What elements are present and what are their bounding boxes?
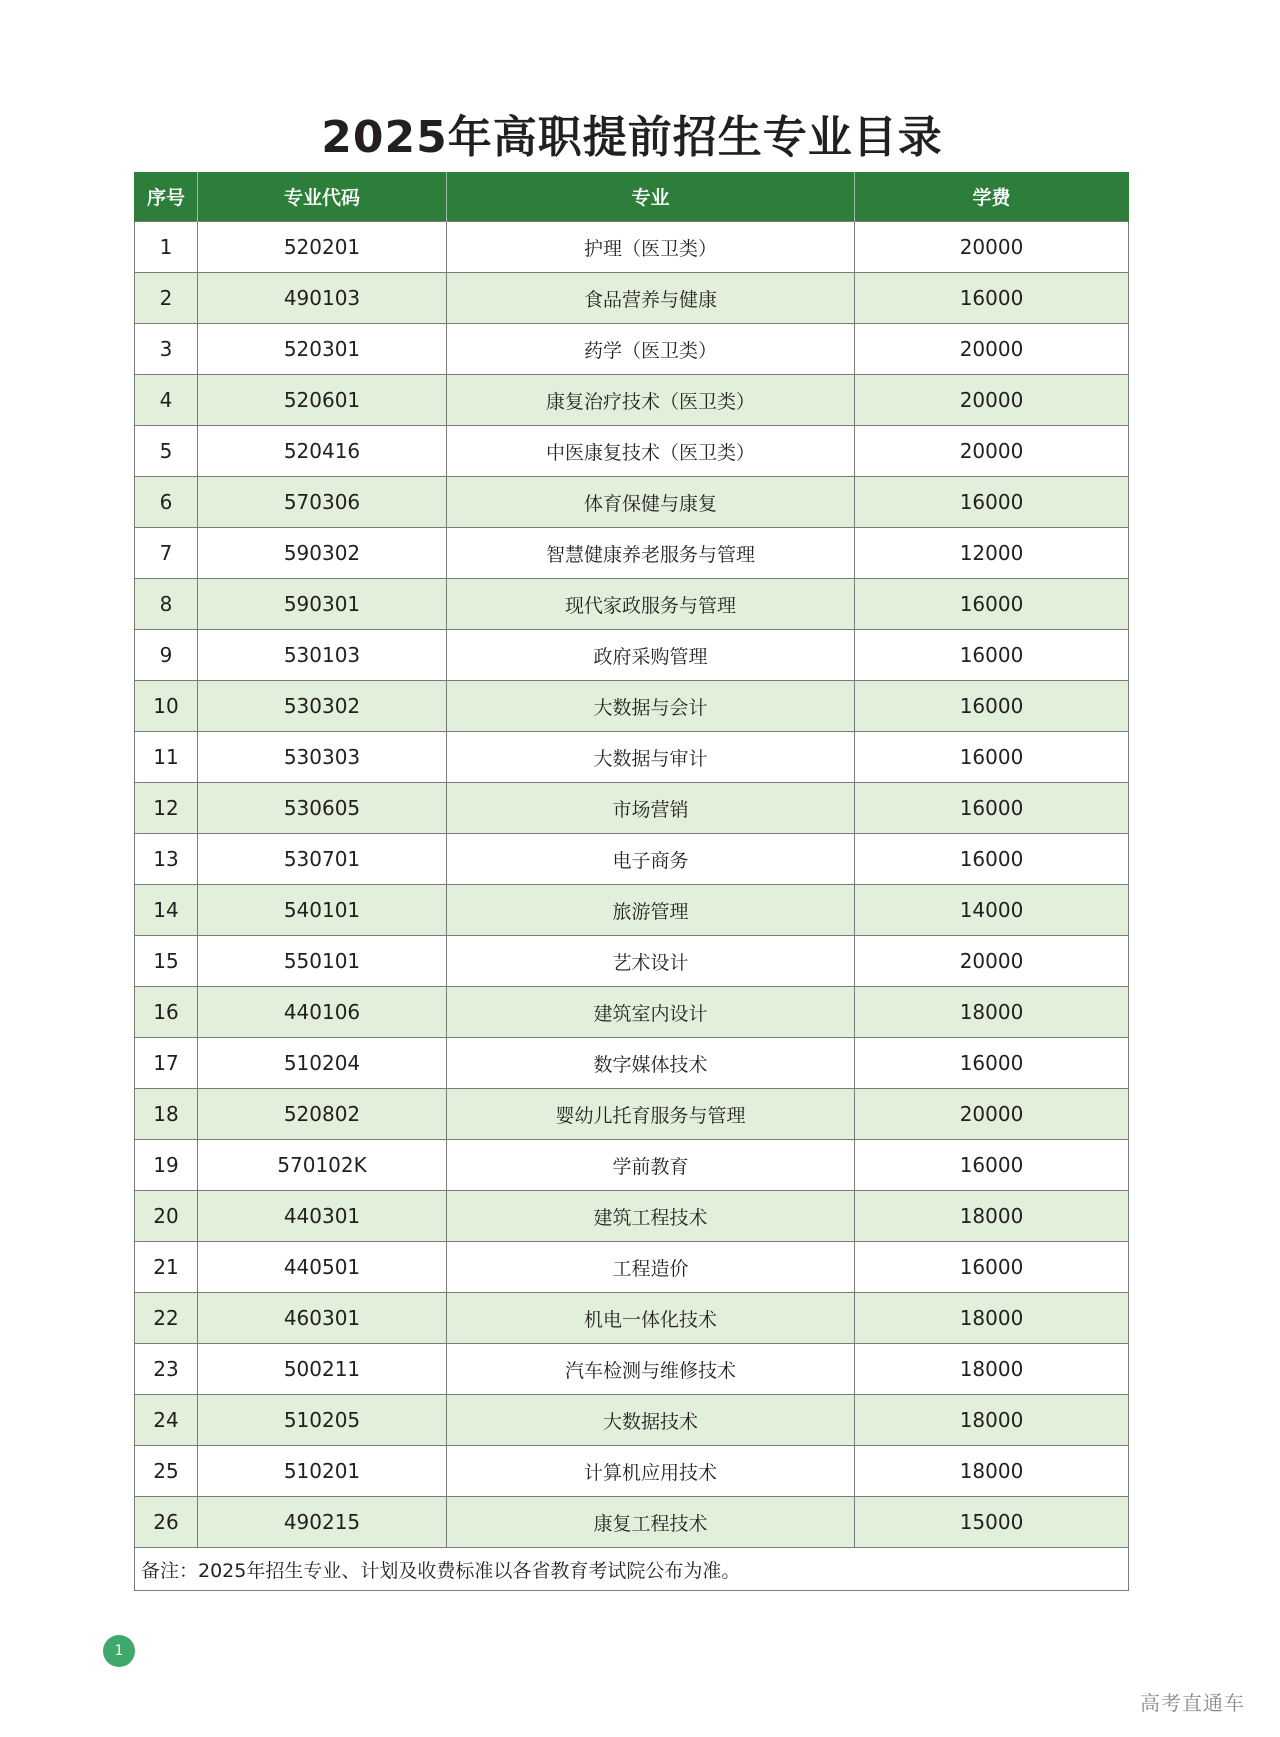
row-index: 13 [135, 834, 198, 885]
major-code: 440106 [198, 987, 447, 1038]
major-name: 大数据与审计 [447, 732, 855, 783]
catalog-table [134, 172, 1129, 1591]
tuition: 16000 [855, 273, 1129, 324]
table-row [135, 1446, 1129, 1497]
page-title: 2025年高职提前招生专业目录 [321, 112, 943, 163]
major-name: 大数据与会计 [447, 681, 855, 732]
row-index: 24 [135, 1395, 198, 1446]
major-name: 食品营养与健康 [447, 273, 855, 324]
row-index: 2 [135, 273, 198, 324]
tuition: 20000 [855, 426, 1129, 477]
major-code: 530303 [198, 732, 447, 783]
tuition: 16000 [855, 681, 1129, 732]
major-name: 体育保健与康复 [447, 477, 855, 528]
major-code: 520201 [198, 222, 447, 273]
table-row [135, 324, 1129, 375]
major-name: 汽车检测与维修技术 [447, 1344, 855, 1395]
table-row [135, 1140, 1129, 1191]
major-name: 康复治疗技术（医卫类） [447, 375, 855, 426]
row-index: 4 [135, 375, 198, 426]
major-name: 工程造价 [447, 1242, 855, 1293]
major-name: 中医康复技术（医卫类） [447, 426, 855, 477]
table-row [135, 1089, 1129, 1140]
major-name: 护理（医卫类） [447, 222, 855, 273]
major-name: 大数据技术 [447, 1395, 855, 1446]
table-row [135, 528, 1129, 579]
major-code: 500211 [198, 1344, 447, 1395]
major-code: 570306 [198, 477, 447, 528]
major-code: 490215 [198, 1497, 447, 1548]
major-code: 520802 [198, 1089, 447, 1140]
major-code: 510204 [198, 1038, 447, 1089]
major-code: 440501 [198, 1242, 447, 1293]
tuition: 18000 [855, 1344, 1129, 1395]
row-index: 18 [135, 1089, 198, 1140]
tuition: 20000 [855, 1089, 1129, 1140]
major-name: 市场营销 [447, 783, 855, 834]
catalog-table-container [134, 172, 1128, 1591]
tuition: 20000 [855, 222, 1129, 273]
row-index: 6 [135, 477, 198, 528]
table-row [135, 222, 1129, 273]
tuition: 14000 [855, 885, 1129, 936]
major-code: 530103 [198, 630, 447, 681]
major-code: 490103 [198, 273, 447, 324]
table-header-row [135, 172, 1129, 222]
major-code: 550101 [198, 936, 447, 987]
row-index: 15 [135, 936, 198, 987]
tuition: 16000 [855, 630, 1129, 681]
tuition: 16000 [855, 1242, 1129, 1293]
row-index: 12 [135, 783, 198, 834]
table-row [135, 1191, 1129, 1242]
row-index: 23 [135, 1344, 198, 1395]
major-name: 旅游管理 [447, 885, 855, 936]
row-index: 20 [135, 1191, 198, 1242]
header-code: 专业代码 [198, 172, 447, 222]
major-code: 510205 [198, 1395, 447, 1446]
table-row [135, 936, 1129, 987]
tuition: 16000 [855, 579, 1129, 630]
tuition: 20000 [855, 375, 1129, 426]
table-row [135, 732, 1129, 783]
major-name: 机电一体化技术 [447, 1293, 855, 1344]
header-major: 专业 [447, 172, 855, 222]
row-index: 26 [135, 1497, 198, 1548]
major-code: 530701 [198, 834, 447, 885]
tuition: 18000 [855, 1395, 1129, 1446]
table-row [135, 987, 1129, 1038]
tuition: 16000 [855, 732, 1129, 783]
major-code: 440301 [198, 1191, 447, 1242]
table-row [135, 477, 1129, 528]
major-name: 建筑工程技术 [447, 1191, 855, 1242]
table-note: 备注：2025年招生专业、计划及收费标准以各省教育考试院公布为准。 [135, 1548, 1129, 1591]
major-name: 药学（医卫类） [447, 324, 855, 375]
row-index: 11 [135, 732, 198, 783]
tuition: 16000 [855, 1140, 1129, 1191]
major-name: 艺术设计 [447, 936, 855, 987]
row-index: 22 [135, 1293, 198, 1344]
major-code: 590301 [198, 579, 447, 630]
tuition: 18000 [855, 1293, 1129, 1344]
major-code: 530302 [198, 681, 447, 732]
table-row [135, 1242, 1129, 1293]
tuition: 16000 [855, 783, 1129, 834]
table-row [135, 273, 1129, 324]
major-name: 数字媒体技术 [447, 1038, 855, 1089]
row-index: 14 [135, 885, 198, 936]
table-body [135, 222, 1129, 1548]
major-code: 520601 [198, 375, 447, 426]
row-index: 16 [135, 987, 198, 1038]
table-row [135, 630, 1129, 681]
table-row [135, 426, 1129, 477]
table-row [135, 1395, 1129, 1446]
tuition: 16000 [855, 1038, 1129, 1089]
table-row [135, 579, 1129, 630]
row-index: 21 [135, 1242, 198, 1293]
tuition: 16000 [855, 834, 1129, 885]
major-name: 计算机应用技术 [447, 1446, 855, 1497]
row-index: 3 [135, 324, 198, 375]
row-index: 25 [135, 1446, 198, 1497]
row-index: 7 [135, 528, 198, 579]
row-index: 9 [135, 630, 198, 681]
tuition: 18000 [855, 987, 1129, 1038]
table-row [135, 375, 1129, 426]
tuition: 12000 [855, 528, 1129, 579]
table-row [135, 1293, 1129, 1344]
major-code: 530605 [198, 783, 447, 834]
major-code: 590302 [198, 528, 447, 579]
table-row [135, 885, 1129, 936]
row-index: 19 [135, 1140, 198, 1191]
row-index: 5 [135, 426, 198, 477]
table-row [135, 834, 1129, 885]
major-name: 学前教育 [447, 1140, 855, 1191]
major-code: 460301 [198, 1293, 447, 1344]
tuition: 20000 [855, 324, 1129, 375]
watermark: 高考直通车 [1140, 1691, 1245, 1715]
row-index: 10 [135, 681, 198, 732]
major-name: 现代家政服务与管理 [447, 579, 855, 630]
major-name: 智慧健康养老服务与管理 [447, 528, 855, 579]
major-name: 婴幼儿托育服务与管理 [447, 1089, 855, 1140]
major-code: 520416 [198, 426, 447, 477]
table-row [135, 1038, 1129, 1089]
tuition: 18000 [855, 1446, 1129, 1497]
page-number-badge: 1 [103, 1635, 135, 1667]
table-row [135, 783, 1129, 834]
table-row [135, 1344, 1129, 1395]
row-index: 8 [135, 579, 198, 630]
row-index: 1 [135, 222, 198, 273]
major-name: 建筑室内设计 [447, 987, 855, 1038]
row-index: 17 [135, 1038, 198, 1089]
major-code: 570102K [198, 1140, 447, 1191]
note-row [135, 1548, 1129, 1591]
table-row [135, 681, 1129, 732]
major-code: 510201 [198, 1446, 447, 1497]
major-code: 540101 [198, 885, 447, 936]
tuition: 15000 [855, 1497, 1129, 1548]
major-name: 电子商务 [447, 834, 855, 885]
header-index: 序号 [135, 172, 198, 222]
tuition: 18000 [855, 1191, 1129, 1242]
tuition: 16000 [855, 477, 1129, 528]
major-code: 520301 [198, 324, 447, 375]
major-name: 政府采购管理 [447, 630, 855, 681]
header-tuition: 学费 [855, 172, 1129, 222]
major-name: 康复工程技术 [447, 1497, 855, 1548]
tuition: 20000 [855, 936, 1129, 987]
table-row [135, 1497, 1129, 1548]
